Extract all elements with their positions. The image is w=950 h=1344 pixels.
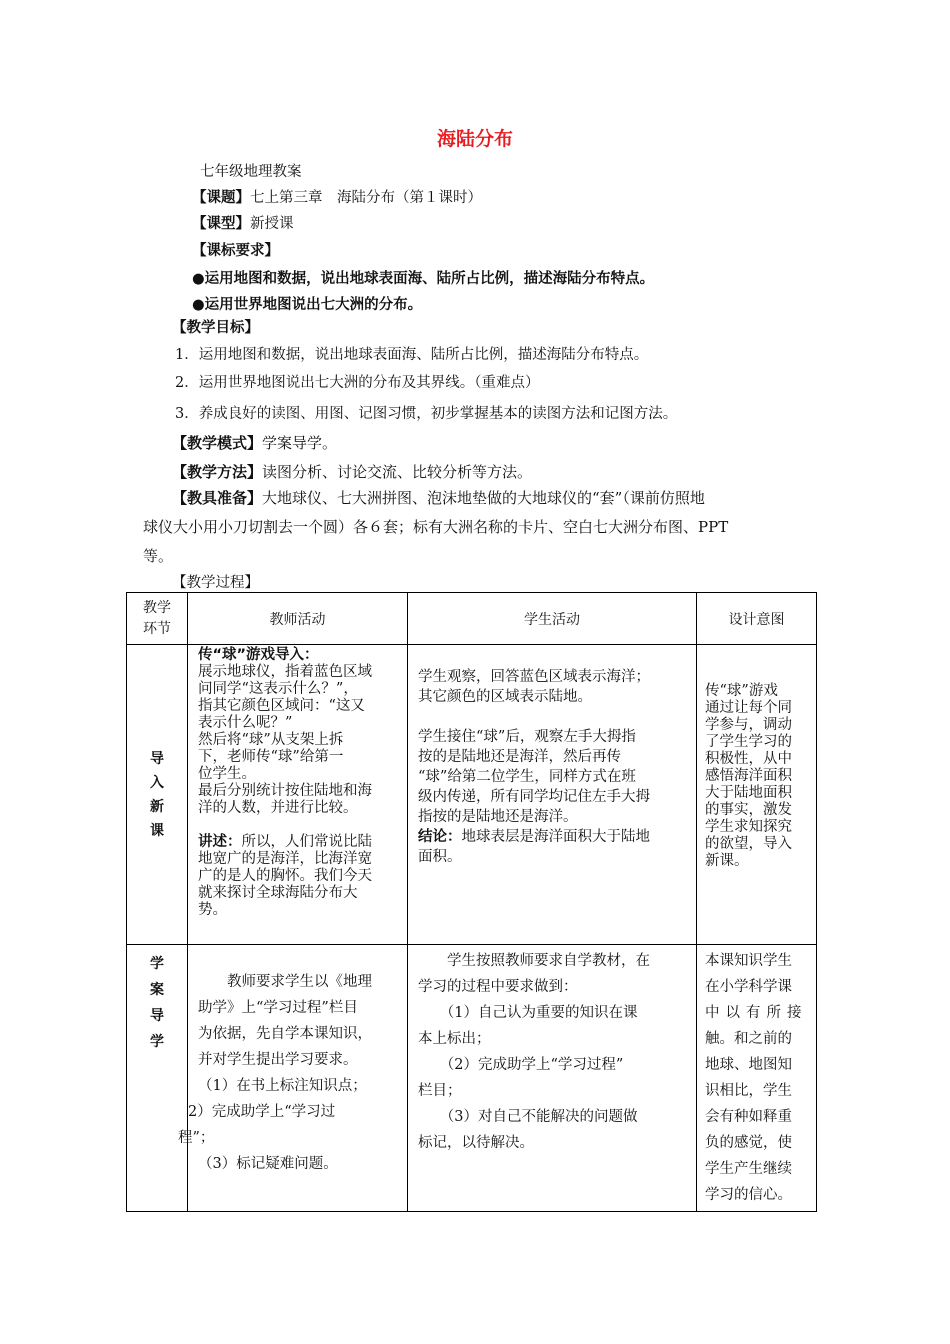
stage-cell: 学 案 导 学 <box>127 945 188 1212</box>
student-cell: 学生观察，回答蓝色区域表示海洋； 其它颜色的区域表示陆地。 学生接住“球”后，观察左手大拇指 按的是陆地还是海洋，然后再传 “球”给第二位学生，同样方式在班 级内传递，所有同学均记住左手大拇 指按的是陆地还是海洋。 结论：地球表层是海洋面积大于陆地 面积。 <box>408 645 697 945</box>
lesson-process-table <box>126 592 817 1212</box>
goal-item: 1．运用地图和数据，说出地球表面海、陆所占比例，描述海陆分布特点。 <box>175 347 649 363</box>
header-stage: 教学 环节 <box>127 593 188 645</box>
intent-cell: 传“球”游戏 通过让每个同 学参与，调动 了学生学习的 积极性，从中 感悟海洋面积 大于陆地面积 的事实，激发 学生求知探究 的欲望，导入 新课。 <box>697 645 817 945</box>
standards-label: 【课标要求】 <box>192 243 279 259</box>
method-line <box>172 461 532 482</box>
lesson-line <box>192 186 482 207</box>
page-title: 海陆分布 <box>436 128 513 150</box>
mode-line <box>172 432 337 453</box>
lesson-value: 七上第三章 海陆分布（第１课时） <box>250 190 482 206</box>
table-row <box>127 945 817 1212</box>
process-label: 【教学过程】 <box>172 575 259 591</box>
conclusion-label: 结论： <box>418 829 462 845</box>
tools-line: 大地球仪、七大洲拼图、泡沫地垫做的大地球仪的“套”（课前仿照地 <box>262 489 705 507</box>
tools-paragraph <box>143 484 823 571</box>
header-teacher: 教师活动 <box>188 593 408 645</box>
goal-item: 2．运用世界地图说出七大洲的分布及其界线。（重难点） <box>175 375 540 391</box>
mode-label: 【教学模式】 <box>172 434 263 452</box>
goal-item: 3．养成良好的读图、用图、记图习惯，初步掌握基本的读图方法和记图方法。 <box>175 406 678 422</box>
tools-line: 球仪大小用小刀切割去一个圆）各６套；标有大洲名称的卡片、空白七大洲分布图、PPT <box>143 518 729 536</box>
mode-value: 学案导学。 <box>262 434 338 452</box>
talk-label: 讲述： <box>198 834 242 850</box>
standard-item: ●运用地图和数据，说出地球表面海、陆所占比例，描述海陆分布特点。 <box>192 271 655 287</box>
tools-line: 等。 <box>143 547 174 565</box>
intent-cell: 本课知识学生 在小学科学课 中以有所接 触。和之前的 地球、地图知 识相比，学生 会有种如释重 负的感觉，使 学生产生继续 学习的信心。 <box>697 945 817 1212</box>
type-line <box>192 212 294 233</box>
standard-item: ●运用世界地图说出七大洲的分布。 <box>192 297 423 313</box>
teacher-cell: 传“球”游戏导入： 展示地球仪，指着蓝色区域 问同学“这表示什么？”， 指其它颜色区域问：“这又 表示什么呢？” 然后将“球”从支架上拆 下，老师传“球”给第一 位学生。 最后分别统计按住陆地和海 洋的人数，并进行比较。 讲述：所以，人们常说比陆 地宽广的是海洋，比海洋宽 广的是人的胸怀。我们今天 就来探讨全球海陆分布大 势。 <box>188 645 408 945</box>
tools-label: 【教具准备】 <box>172 489 263 507</box>
type-label: 【课型】 <box>192 216 250 232</box>
header-intent: 设计意图 <box>697 593 817 645</box>
method-label: 【教学方法】 <box>172 463 263 481</box>
table-row <box>127 645 817 945</box>
method-value: 读图分析、讨论交流、比较分析等方法。 <box>262 463 533 481</box>
goals-label: 【教学目标】 <box>172 320 259 336</box>
header-student: 学生活动 <box>408 593 697 645</box>
lesson-label: 【课题】 <box>192 190 250 206</box>
game-heading: 传“球”游戏导入： <box>198 647 319 663</box>
grade-label: 七年级地理教案 <box>200 164 302 180</box>
table-header-row <box>127 593 817 645</box>
stage-cell: 导 入 新 课 <box>127 645 188 945</box>
student-cell: 学生按照教师要求自学教材，在 学习的过程中要求做到： （1）自己认为重要的知识在课 本上标出； （2）完成助学上“学习过程” 栏目； （3）对自己不能解决的问题做 标记，以待解决。 <box>408 945 697 1212</box>
teacher-cell: 教师要求学生以《地理 助学》上“学习过程”栏目 为依据，先自学本课知识， 并对学生提出学习要求。 （1）在书上标注知识点； 2）完成助学上“学习过 程”； （3）标记疑难问题。 <box>188 945 408 1212</box>
type-value: 新授课 <box>250 216 294 232</box>
